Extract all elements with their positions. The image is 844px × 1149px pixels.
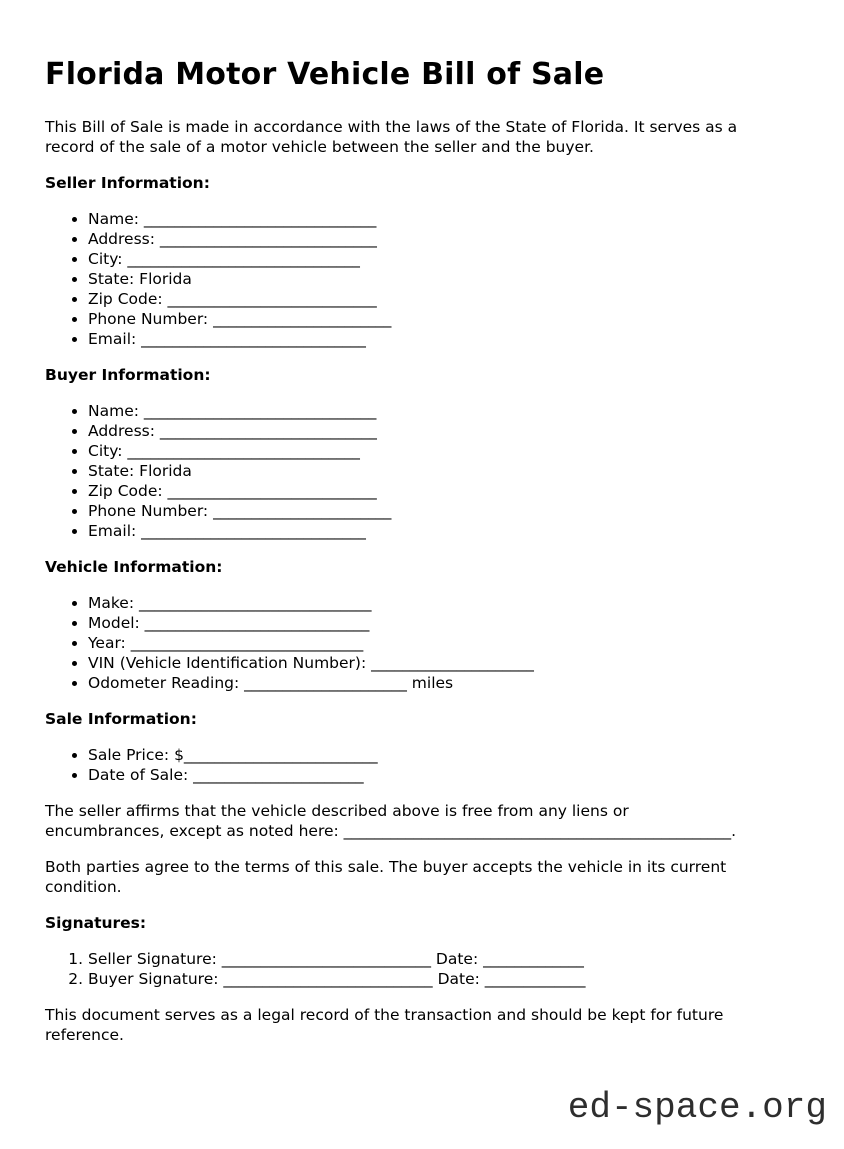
closing-line-2: reference. (45, 1026, 124, 1044)
vehicle-info-list (45, 593, 799, 693)
signatures-list (45, 949, 799, 989)
liens-line-1: The seller affirms that the vehicle described above is free from any liens or (45, 802, 629, 820)
buyer-field-email: • Email: _____________________________ (88, 521, 799, 541)
liens-line-2: encumbrances, except as noted here: __________________________________________________. (45, 822, 737, 840)
seller-field-phone: • Phone Number: _______________________ (88, 309, 799, 329)
intro-paragraph (45, 117, 799, 157)
vehicle-field-vin: • VIN (Vehicle Identification Number): _____________________ (88, 653, 799, 673)
buyer-info-heading: Buyer Information: (45, 366, 211, 384)
closing-line-1: This document serves as a legal record of the transaction and should be kept for future (45, 1006, 724, 1024)
intro-line-2: record of the sale of a motor vehicle between the seller and the buyer. (45, 138, 594, 156)
buyer-field-zip: • Zip Code: ___________________________ (88, 481, 799, 501)
buyer-field-name: • Name: ______________________________ (88, 401, 799, 421)
site-watermark: ed-space.org (567, 1087, 827, 1128)
intro-line-1: This Bill of Sale is made in accordance with the laws of the State of Florida. It serves as a (45, 118, 738, 136)
seller-field-zip: • Zip Code: ___________________________ (88, 289, 799, 309)
buyer-info-list (45, 401, 799, 541)
liens-clause-paragraph (45, 801, 799, 841)
seller-field-name: • Name: ______________________________ (88, 209, 799, 229)
buyer-field-phone: • Phone Number: _______________________ (88, 501, 799, 521)
closing-paragraph (45, 1005, 799, 1045)
document-page (0, 57, 844, 1149)
seller-signature-line: 1. Seller Signature: ___________________________ Date: _____________ (88, 949, 799, 969)
signatures-heading: Signatures: (45, 914, 147, 932)
buyer-field-address: • Address: ____________________________ (88, 421, 799, 441)
buyer-signature-line: 2. Buyer Signature: ___________________________ Date: _____________ (88, 969, 799, 989)
seller-field-city: • City: ______________________________ (88, 249, 799, 269)
agreement-line-2: condition. (45, 878, 122, 896)
buyer-field-state: • State: Florida (88, 461, 799, 481)
agreement-line-1: Both parties agree to the terms of this sale. The buyer accepts the vehicle in its current (45, 858, 727, 876)
seller-field-address: • Address: ____________________________ (88, 229, 799, 249)
sale-field-date: • Date of Sale: ______________________ (88, 765, 799, 785)
seller-field-state: • State: Florida (88, 269, 799, 289)
vehicle-field-year: • Year: ______________________________ (88, 633, 799, 653)
sale-info-heading: Sale Information: (45, 710, 197, 728)
vehicle-info-heading: Vehicle Information: (45, 558, 223, 576)
vehicle-field-make: • Make: ______________________________ (88, 593, 799, 613)
seller-field-email: • Email: _____________________________ (88, 329, 799, 349)
seller-info-heading: Seller Information: (45, 174, 210, 192)
vehicle-field-odometer: • Odometer Reading: _____________________ miles (88, 673, 799, 693)
agreement-clause-paragraph (45, 857, 799, 897)
page-title: Florida Motor Vehicle Bill of Sale (45, 57, 605, 92)
sale-field-price: • Sale Price: $_________________________ (88, 745, 799, 765)
buyer-field-city: • City: ______________________________ (88, 441, 799, 461)
vehicle-field-model: • Model: _____________________________ (88, 613, 799, 633)
seller-info-list (45, 209, 799, 349)
sale-info-list (45, 745, 799, 785)
